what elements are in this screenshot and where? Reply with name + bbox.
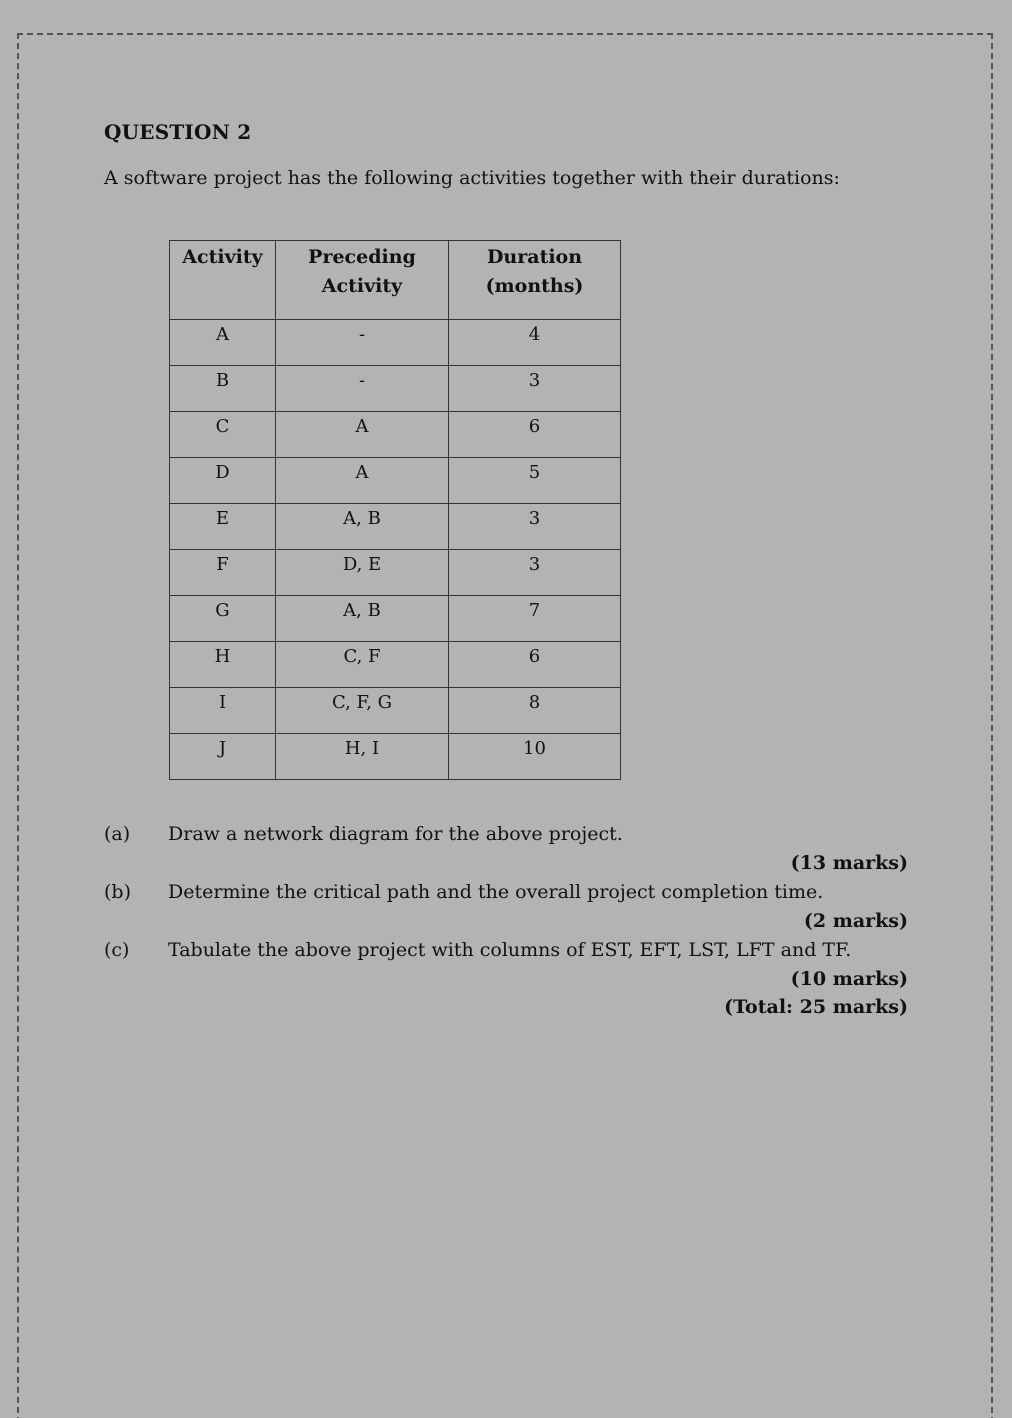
part-text: Tabulate the above project with columns of EST, EFT, LST, LFT and TF.	[168, 939, 852, 961]
table-row	[170, 504, 621, 550]
part-b-marks: (2 marks)	[803, 910, 908, 932]
activities-table	[169, 240, 621, 780]
table-row	[170, 550, 621, 596]
cell-preceding: C, F	[276, 642, 449, 688]
cell-preceding: -	[276, 366, 449, 412]
header-activity: Activity	[170, 241, 276, 320]
cell-duration: 3	[449, 366, 621, 412]
question-intro: A software project has the following activities together with their durations:	[104, 167, 840, 189]
table-row	[170, 688, 621, 734]
part-text: Determine the critical path and the overall project completion time.	[168, 881, 824, 903]
cell-duration: 6	[449, 642, 621, 688]
cell-duration: 10	[449, 734, 621, 780]
cell-preceding: H, I	[276, 734, 449, 780]
header-preceding: Preceding Activity	[276, 241, 449, 320]
cell-activity: H	[170, 642, 276, 688]
table-row	[170, 734, 621, 780]
cell-activity: F	[170, 550, 276, 596]
cell-activity: C	[170, 412, 276, 458]
table-row	[170, 412, 621, 458]
cell-duration: 5	[449, 458, 621, 504]
cell-duration: 7	[449, 596, 621, 642]
cell-activity: I	[170, 688, 276, 734]
cell-preceding: A, B	[276, 596, 449, 642]
total-marks: (Total: 25 marks)	[724, 996, 908, 1018]
table-row	[170, 366, 621, 412]
table-row	[170, 320, 621, 366]
part-text: Draw a network diagram for the above project.	[168, 823, 623, 845]
cell-duration: 4	[449, 320, 621, 366]
cell-duration: 8	[449, 688, 621, 734]
cell-activity: J	[170, 734, 276, 780]
cell-preceding: A, B	[276, 504, 449, 550]
part-label: (b)	[104, 881, 131, 903]
table-header-row	[170, 241, 621, 320]
part-label: (c)	[104, 939, 130, 961]
cell-activity: A	[170, 320, 276, 366]
part-a-marks: (13 marks)	[790, 852, 908, 874]
cell-preceding: -	[276, 320, 449, 366]
table-row	[170, 596, 621, 642]
part-c-marks: (10 marks)	[790, 968, 908, 990]
cell-activity: B	[170, 366, 276, 412]
cell-preceding: A	[276, 458, 449, 504]
cell-activity: E	[170, 504, 276, 550]
cell-preceding: D, E	[276, 550, 449, 596]
cell-activity: G	[170, 596, 276, 642]
table-row	[170, 642, 621, 688]
part-label: (a)	[104, 823, 131, 845]
cell-duration: 6	[449, 412, 621, 458]
header-duration: Duration (months)	[449, 241, 621, 320]
cell-duration: 3	[449, 504, 621, 550]
table-row	[170, 458, 621, 504]
cell-duration: 3	[449, 550, 621, 596]
question-title: QUESTION 2	[104, 120, 252, 144]
cell-activity: D	[170, 458, 276, 504]
cell-preceding: A	[276, 412, 449, 458]
cell-preceding: C, F, G	[276, 688, 449, 734]
